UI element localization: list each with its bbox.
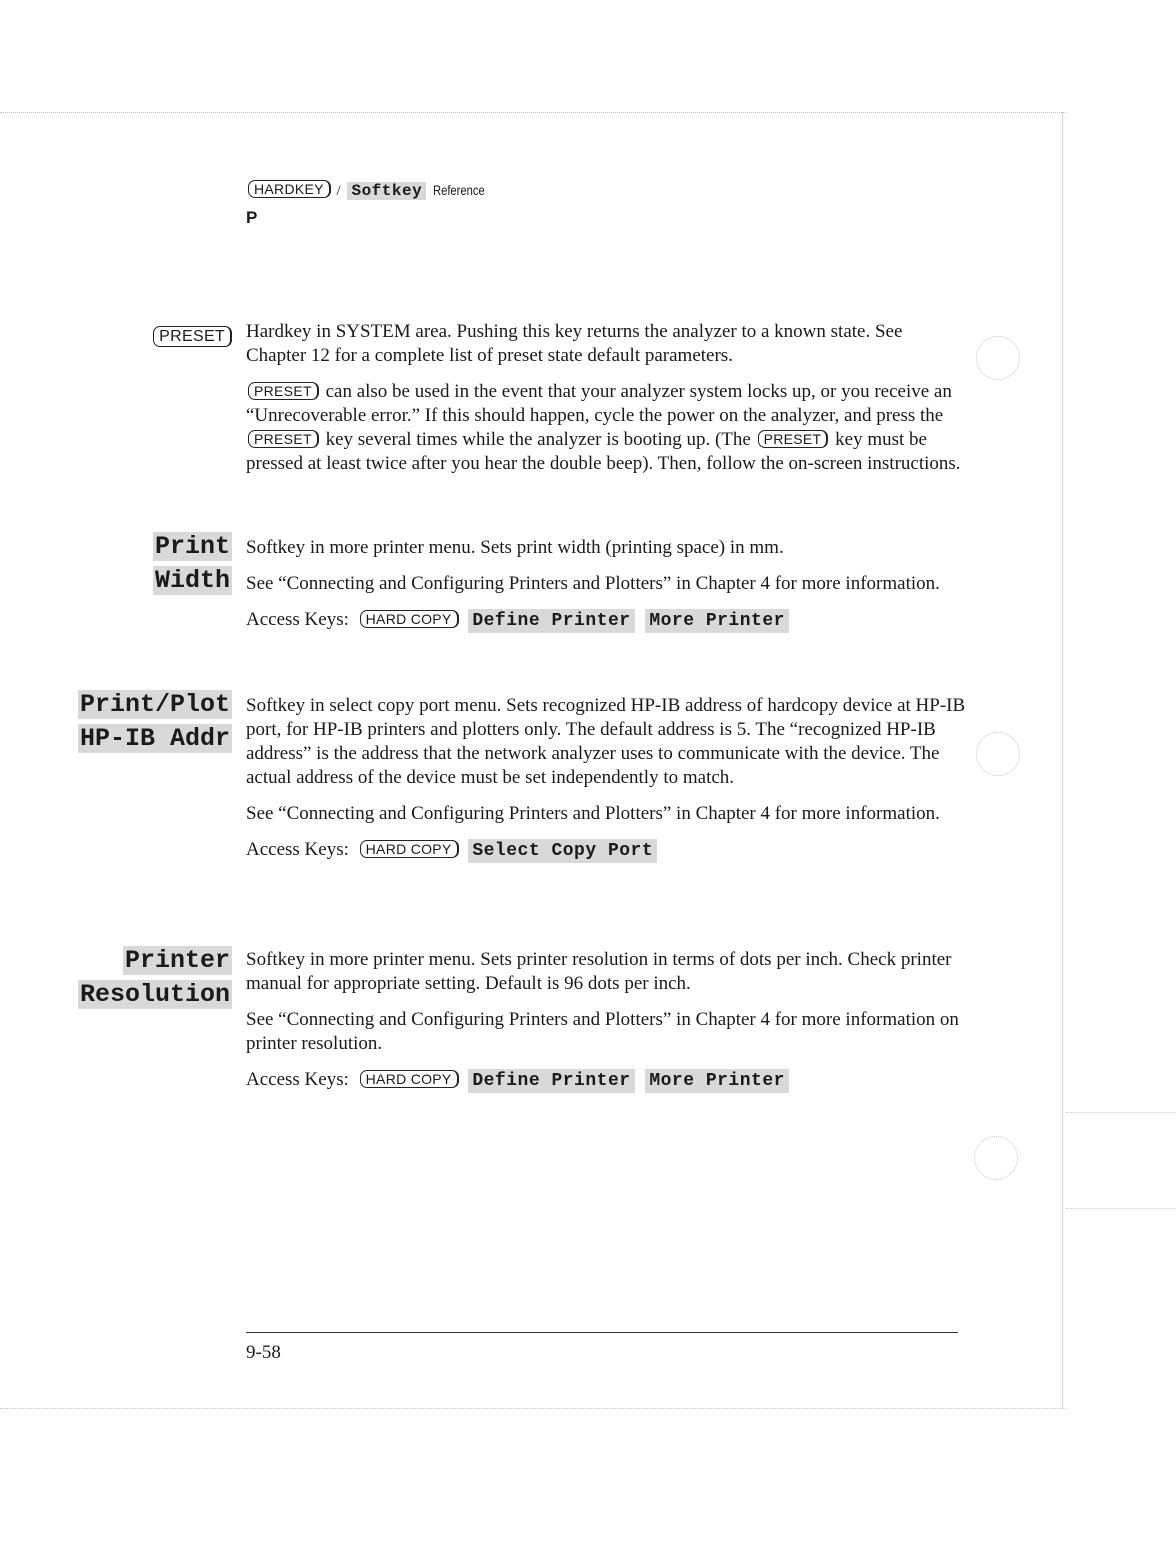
header-softkey: Softkey — [347, 182, 426, 200]
access-keys — [246, 838, 966, 863]
running-header — [246, 180, 498, 200]
entry-desc: Softkey in more printer menu. Sets printer resolution in terms of dots per inch. Check printer manual for appropriate setting. Default is 96 dots per inch. — [246, 949, 952, 994]
page-number: 9-58 — [246, 1342, 281, 1363]
term-line: Resolution — [79, 980, 230, 1009]
entry-desc: See “Connecting and Configuring Printers and Plotters” in Chapter 4 for more information. — [246, 573, 940, 594]
define-printer-softkey: Define Printer — [468, 1069, 634, 1093]
term-line: Printer — [124, 946, 230, 975]
entry-print-width — [246, 536, 966, 645]
page-edge-tick — [1066, 1112, 1176, 1113]
entry-preset — [246, 320, 966, 488]
more-printer-softkey: More Printer — [645, 1069, 789, 1093]
header-reference: Reference — [432, 182, 485, 198]
term-preset-key: PRESET — [153, 326, 232, 347]
entry-desc: See “Connecting and Configuring Printers and Plotters” in Chapter 4 for more information on printer resolution. — [246, 1009, 959, 1054]
term-line: Width — [154, 566, 230, 595]
define-printer-softkey: Define Printer — [468, 609, 634, 633]
access-keys — [246, 1068, 966, 1093]
note-text: can also be used in the event that your analyzer system locks up, or you receive an “Unrecoverable error.” If this should happen, cycle the power on the analyzer, and press the — [246, 381, 952, 426]
note-text: key must be pressed at least twice after you hear the double beep). Then, follow the on-screen instructions. — [246, 429, 961, 474]
preset-key-inline: PRESET — [758, 430, 829, 448]
term-line: HP-IB Addr — [79, 724, 230, 753]
access-keys — [246, 608, 966, 633]
entry-desc: Softkey in select copy port menu. Sets recognized HP-IB address of hardcopy device at HP-IB port, for HP-IB printers and plotters only. The default address is 5. The “recognized HP-IB address” is the address that the network analyzer uses to communicate with the device. The actual address of the device must be set independently to match. — [246, 695, 966, 788]
term-line: Print — [154, 532, 230, 561]
hard-copy-key: HARD COPY — [360, 840, 459, 858]
page-edge-top — [0, 112, 1066, 113]
binder-hole — [976, 336, 1020, 380]
section-letter: P — [246, 208, 258, 227]
hard-copy-key: HARD COPY — [360, 1070, 459, 1088]
hard-copy-key: HARD COPY — [360, 610, 459, 628]
binder-hole — [974, 1136, 1018, 1180]
access-label: Access Keys: — [246, 839, 349, 860]
header-hardkey: HARDKEY — [248, 180, 331, 198]
select-copy-port-softkey: Select Copy Port — [468, 839, 657, 863]
entry-printer-resolution — [246, 948, 966, 1105]
header-separator: / — [336, 183, 341, 199]
binder-hole — [976, 732, 1020, 776]
page-edge-bottom — [0, 1408, 1066, 1409]
page-edge-tick — [1066, 1208, 1176, 1209]
page-edge-right — [1062, 112, 1063, 1408]
entry-desc: Softkey in more printer menu. Sets print width (printing space) in mm. — [246, 537, 784, 558]
term-preset — [153, 318, 232, 352]
entry-desc: See “Connecting and Configuring Printers and Plotters” in Chapter 4 for more information. — [246, 803, 940, 824]
term-printer-resolution — [78, 944, 232, 1012]
footer-rule — [246, 1332, 958, 1333]
entry-preset-desc: Hardkey in SYSTEM area. Pushing this key returns the analyzer to a known state. See Chapter 12 for a complete list of preset state default parameters. — [246, 321, 903, 366]
preset-key-inline: PRESET — [248, 430, 319, 448]
access-label: Access Keys: — [246, 1069, 349, 1090]
term-print-plot-hpib-addr — [78, 688, 232, 756]
term-line: Print/Plot — [79, 690, 230, 719]
access-label: Access Keys: — [246, 609, 349, 630]
term-print-width — [153, 530, 232, 598]
preset-key-inline: PRESET — [248, 382, 319, 400]
more-printer-softkey: More Printer — [645, 609, 789, 633]
note-text: key several times while the analyzer is booting up. (The — [325, 429, 751, 450]
entry-print-plot-hpib-addr — [246, 694, 966, 875]
entry-preset-note — [246, 380, 966, 476]
